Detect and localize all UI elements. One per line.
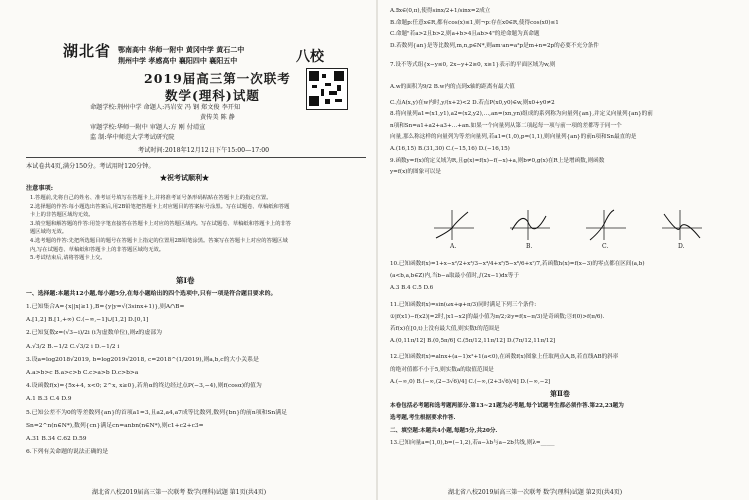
school-row-1: 鄂南高中 华师一附中 黄冈中学 黄石二中 [118,45,245,54]
question-line: 7.设不等式组{x−y≤0, 2x−y+2≥0, x≥1}表示的平面区域为w,则 [390,62,556,69]
graph-option-d [660,208,704,242]
fill-in-intro: 二、填空题:本题共4小题,每题5分,共20分. [390,427,498,434]
notice-item: 5.考试结束后,请将答题卡上交。 [30,255,106,262]
page-footer-1: 湖北省八校2019届高三第一次联考 数学(理科)试题 第1页(共4页) [92,489,267,496]
part-1-heading: 第Ⅰ卷 [176,276,195,285]
province-label: 湖北省 [63,42,112,60]
notice-list [30,194,291,263]
question-line: A.a>b>c B.a>c>b C.c>a>b D.c>b>a [26,370,139,377]
choice-intro: 一、选择题:本题共12小题,每小题5分,在每小题给出的四个选项中,只有一项是符合题目要求的。 [26,290,277,297]
question-line: 11.已知函数f(x)=sin(ωx+φ+π/3)同时满足下列三个条件: [390,301,537,308]
page-footer-2: 湖北省八校2019届高三第一次联考 数学(理科)试题 第2页(共4页) [448,489,623,496]
question-line: 1.已知集合A={x||x|≥1},B={y|y=√(3sinx+1)},则A∩B= [26,304,185,310]
question-line: 向量,那么称这样的向量列为等差向量列,若a1=(1,0),p=(1,1),则向量列{an}的前n项和Sn最直的是 [390,134,637,141]
score-note: 本试卷共4页,满分150分。考试用时120分钟。 [26,163,155,170]
question-line: A.(0,11π/12] B.(0,5π/6] C.(5π/12,11π/12] D.(7π/12,11π/12] [390,338,556,345]
graph-label-c: C. [602,243,609,250]
question-line: A.w的面积为9/2 B.w内的点到x轴的距离有最大值 [390,83,515,90]
question-line: 8.将向量列a1=(x1,y1),a2=(x2,y2),…,an=(xn,yn)组成的系列称为向量列{an},并定义向量列{an}的前 [390,111,653,118]
graph-option-b [508,208,552,242]
school-row-2: 荆州中学 孝感高中 襄阳四中 襄阳五中 [118,56,238,65]
exam-title: 2019届高三第一次联考 [144,71,291,86]
reviewer-info: 审题学校:华师一附中 审题人:方 刚 付靖宣 [90,124,206,131]
graph-label-d: D. [678,243,685,250]
question-line: ①|f(x1)−f(x2)|=2时,|x1−x2|的最小值为π/2;②y=f(x−π/3)是奇函数;③f(0)>f(π/6). [390,313,605,320]
part-2-heading: 第Ⅱ卷 [550,389,570,399]
question-line: A.∃x∈(0,π),使得sinx/2+1/sinx=2成立 [390,8,491,14]
question-block-bottom [390,258,645,449]
graph-option-a [432,208,476,242]
question-line: C.点A(x,y)在w内时,y/(x+2)<2 D.若点P(x0,y0)∈w,则x0+y0≠2 [390,99,555,106]
exam-page-2 [378,0,749,500]
question-line: 3.设a=log2018√2019, b=log2019√2018, c=2018^(1/2019),则a,b,c的大小关系是 [26,356,259,363]
exam-time: 考试时间:2018年12月12日下午15:00—17:00 [138,147,270,154]
question-line: 若f(x)在[0,t)上没有最大值,则实数t的范围是 [390,326,500,333]
supervisor-info: 监 制:华中师范大学考试研究院 [90,134,175,141]
question-line: A.[1,2] B.[1,+∞) C.(−∞,−1]∪[1,2] D.[0,1] [26,317,149,324]
notice-item: 题区域均无效。 [30,229,68,236]
question-line: y=f(x)的图象可以是 [390,169,441,176]
notice-item: 4.选考题的作答:先把所选题目的题号在答题卡上指定的位置用2B铅笔涂黑。答案写在答题卡上对应的答题区域 [30,237,288,244]
question-line: 2.已知复数z=(√3−i)/2i (i为虚数单位),则z的虚部为 [26,330,162,337]
graph-option-c [584,208,628,242]
question-line: A.3 B.4 C.5 D.6 [390,285,434,292]
question-line: Sn=2^n(n∈N*),数列{cn}满足cn=anbn(n∈N*),则c1+c2+c3= [26,422,204,429]
question-line: B.命题p:任意x∈R,都有cos(x)≤1,则¬p:存在x0∈R,使得cos(x0)≤1 [390,19,559,26]
question-line: 12.已知函数f(x)=alnx+(a−1)x²+1(a<0),在函数f(x)图象上任取两点A,B,若直线AB的斜率 [390,354,619,361]
setter-info-2: 黄传美 陈 静 [200,114,235,121]
question-line: n项和Sn=a1+a2+a3+…+an.如果一个向量列从第二项起每一项与前一项的差都等于同一个 [390,122,622,129]
question-list [26,301,287,459]
question-block-top [390,6,653,179]
eight-schools-badge: 八校 [296,49,324,65]
divider [26,157,366,158]
question-line: 10.已知函数f(x)=1+x−x²/2+x³/3−x⁴/4+x⁵/5−x⁶/6+x⁷/7,若函数h(x)=f(x−3)的零点都在区间(a,b) [390,261,645,267]
question-line: 的绝对值都不小于5,则实数a的取值范围是 [390,366,494,373]
notice-item: 内,写在试题卷、草稿纸和答题卡上的非答题区域均无效。 [30,246,165,253]
school-list [118,44,244,66]
question-line: 13.已知向量a=(1,0),b=(−1,2),若a−λb与a−2b共线,则λ=_____ [390,439,555,446]
notice-item: 卡上的非答题区域均无效。 [30,212,94,219]
exam-subject: 数学(理科)试题 [165,88,260,103]
question-line: 6.下列有关命题的说法正确的是 [26,449,109,456]
graph-label-a: A. [450,243,457,250]
question-line: A.31 B.34 C.62 D.59 [26,436,87,443]
question-line: D.若数列{an}是等比数列,m,n,p∈N*,则am·an=a²p是m+n=2p的必要不充分条件 [390,42,599,49]
question-line: C.命题"若a>2且b>2,则a+b>4且ab>4"的逆命题为真命题 [390,31,540,38]
qr-code-icon [306,68,348,110]
notice-item: 2.选择题的作答:每小题选出答案后,用2B铅笔把答题卡上对应题目的答案标号涂黑。写在试题卷、草稿纸和答题 [30,203,290,210]
notice-item: 3.填空题和解答题的作答:用签字笔直接答在答题卡上对应的答题区域内。写在试题卷、草稿纸和答题卡上的非答 [30,220,292,227]
exam-wish: ★祝考试顺利★ [160,173,209,182]
notice-title: 注意事项: [26,185,54,192]
graph-label-b: B. [526,243,533,250]
part-2-intro: 选考题,考生根据要求作答. [390,415,456,422]
question-line: 9.函数y=f(x)的定义域为R,且g(x)=f(x)−f(−x)+a,则b≠0,g(x)在R上是增函数,则函数 [390,157,605,164]
question-line: A.1 B.3 C.4 D.9 [26,396,72,403]
question-line: (a<b,a,b∈Z)内,当b−a取最小值时,∫(2x−1)dx等于 [390,273,519,280]
question-line: 5.已知公差不为0的等差数列{an}的首项a1=3,且a2,a4,a7成等比数列,数列{bn}的前n项和Sn满足 [26,409,288,416]
question-line: A.(−∞,0) B.(−∞,(2−3√6)/4] C.(−∞,(2+3√6)/4] D.(−∞,−2] [390,378,551,385]
setter-info: 命题学校:荆州中学 命题人:冯岩安 冯 钢 郑文俊 李开知 [90,104,241,111]
notice-item: 1.答题前,先将自己的姓名、准考证号填写在答题卡上,并将准考证号条形码粘贴在答题卡上的指定位置。 [30,195,272,201]
question-line: A.(16,15) B.(31,30) C.(−15,16) D.(−16,15) [390,145,510,152]
part-2-intro: 本卷包括必考题和选考题两部分.第13~21题为必考题,每个试题考生都必须作答.第22,23题为 [390,403,624,410]
question-line: 4.设函数f(x)={5x+4, x<0; 2^x, x≥0},若角α的终边经过点P(−3,−4),则f(cosα)的值为 [26,383,262,390]
question-line: A.√3/2 B.−1/2 C.√3/2 i D.−1/2 i [26,343,120,350]
